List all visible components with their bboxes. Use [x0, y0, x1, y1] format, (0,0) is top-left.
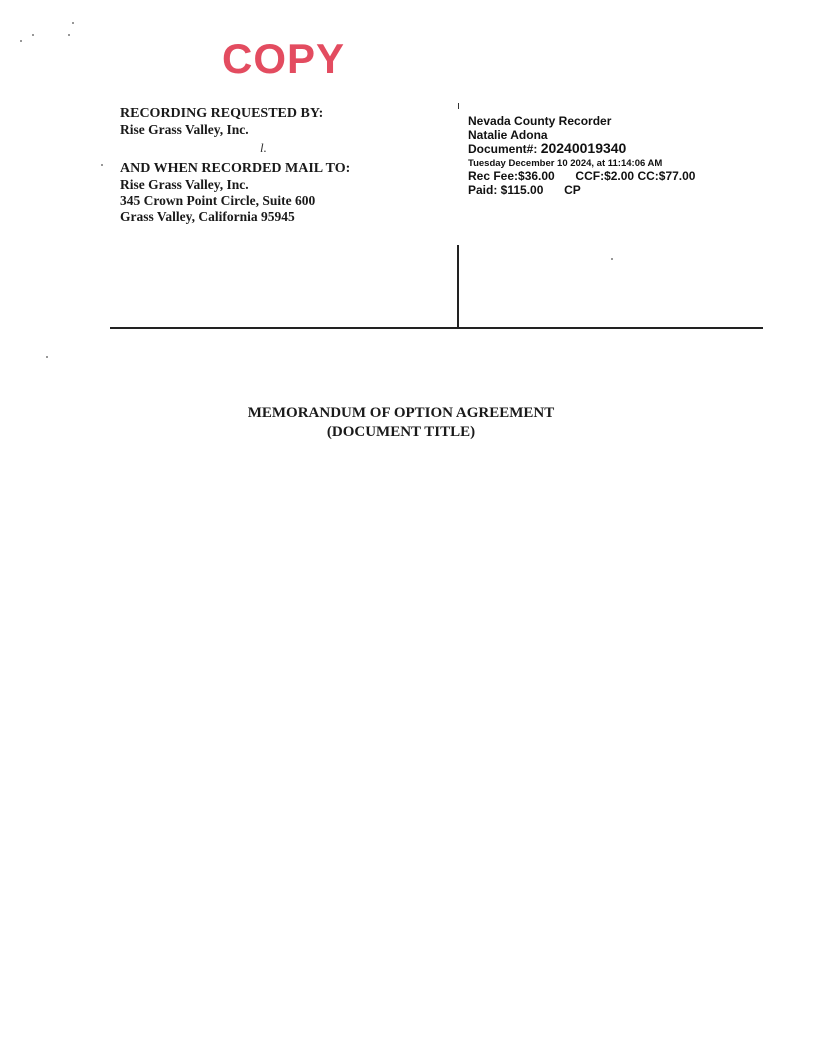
- recorder-name: Natalie Adona: [468, 127, 548, 142]
- scan-speck: [72, 22, 74, 24]
- recording-timestamp: Tuesday December 10 2024, at 11:14:06 AM: [468, 157, 663, 169]
- horizontal-divider: [110, 327, 763, 329]
- column-divider-tick: [458, 103, 459, 109]
- document-subtitle: (DOCUMENT TITLE): [326, 424, 476, 440]
- recording-requested-heading: RECORDING REQUESTED BY:: [120, 106, 324, 121]
- cc-fee: CC:$77.00: [637, 169, 696, 183]
- document-number-line: [468, 142, 695, 157]
- scan-speck: [46, 356, 48, 358]
- document-number: 20240019340: [540, 140, 627, 156]
- document-title: MEMORANDUM OF OPTION AGREEMENT: [247, 405, 555, 421]
- scan-speck: [68, 34, 70, 36]
- scan-speck: [611, 258, 613, 260]
- scan-speck: [20, 40, 22, 42]
- mail-to-address-line2: Grass Valley, California 95945: [120, 209, 295, 224]
- handwritten-mark: l.: [260, 140, 267, 155]
- ccf-fee: CCF:$2.00: [575, 169, 635, 183]
- rec-fee: Rec Fee:$36.00: [468, 169, 555, 183]
- scan-speck: [32, 34, 34, 36]
- paid-line: [468, 184, 695, 198]
- fee-line: [468, 170, 695, 184]
- document-title-block: [0, 404, 802, 442]
- recording-info-block: [120, 106, 350, 225]
- recorder-office: Nevada County Recorder: [468, 114, 612, 128]
- recorder-info-block: [468, 115, 695, 197]
- recording-requested-name: Rise Grass Valley, Inc.: [120, 122, 249, 137]
- vertical-divider: [457, 245, 459, 328]
- copy-stamp: COPY: [222, 35, 346, 82]
- paid-amount: Paid: $115.00: [468, 182, 544, 197]
- scan-speck: [101, 164, 103, 166]
- clerk-initials: CP: [564, 182, 581, 197]
- document-number-label: Document#:: [468, 142, 538, 156]
- spacer: [120, 138, 350, 161]
- mail-to-heading: AND WHEN RECORDED MAIL TO:: [120, 161, 351, 176]
- mail-to-address-line1: 345 Crown Point Circle, Suite 600: [120, 193, 316, 208]
- mail-to-name: Rise Grass Valley, Inc.: [120, 177, 249, 192]
